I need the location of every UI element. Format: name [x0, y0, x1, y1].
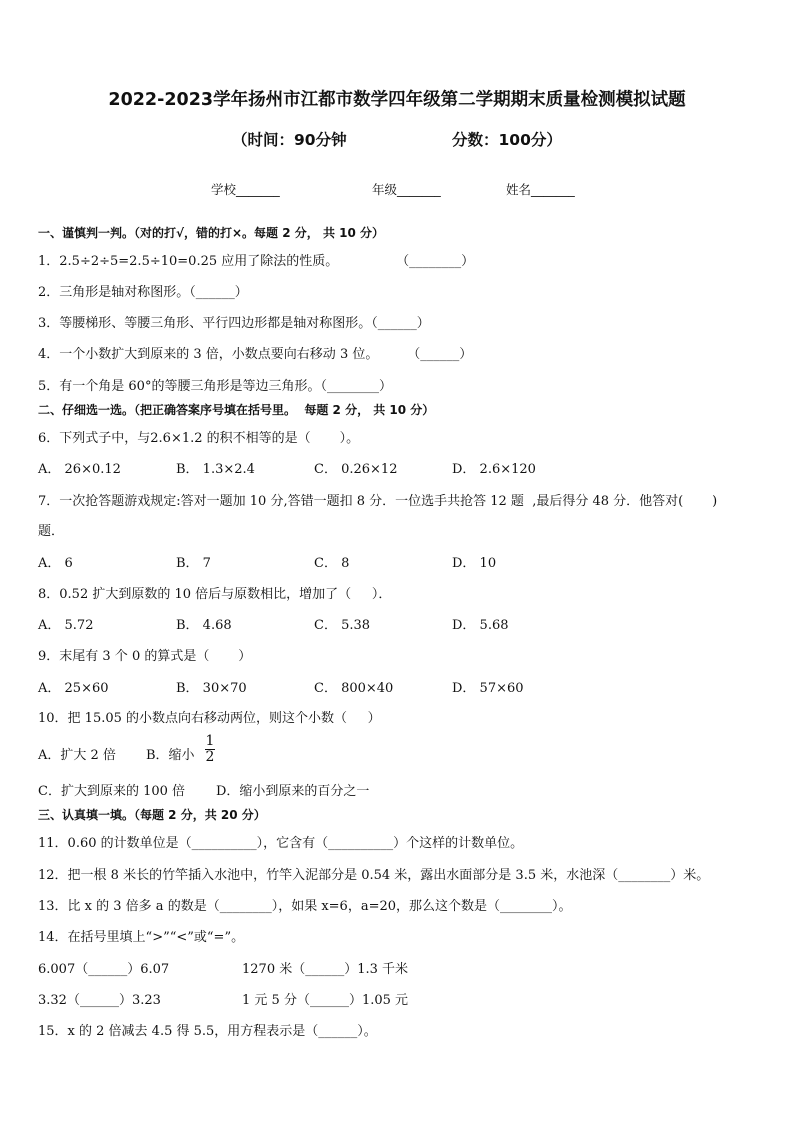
q10-option-b: B．缩小: [146, 748, 195, 763]
school-field: 学校_______: [211, 182, 280, 197]
question-11: 11．0.60 的计数单位是（__________），它含有（__________）个这样的计数单位。: [38, 836, 524, 851]
q10-option-d: D．缩小到原来的百分之一: [216, 784, 370, 799]
q9-option-b: B． 30×70: [176, 681, 247, 696]
q8-option-a: A． 5.72: [38, 618, 94, 633]
exam-time: （时间：90分钟: [232, 131, 347, 149]
q14-row1-left: 6.007（______）6.07: [38, 962, 170, 977]
question-12: 12．把一根 8 米长的竹竿插入水池中，竹竿入泥部分是 0.54 米，露出水面部分是 3.5 米，水池深（________）米。: [38, 868, 710, 883]
question-4: 4．一个小数扩大到原来的 3 倍，小数点要向右移动 3 位。 （______）: [38, 347, 473, 362]
fraction-one-half: [204, 734, 216, 765]
question-6: 6．下列式子中，与2.6×1.2 的积不相等的是（ ）。: [38, 431, 360, 446]
question-9: 9．末尾有 3 个 0 的算式是（ ）: [38, 649, 252, 664]
q9-option-a: A． 25×60: [38, 681, 109, 696]
fraction-denominator: 2: [205, 749, 215, 765]
q6-option-d: D． 2.6×120: [452, 462, 536, 477]
question-8: 8．0.52 扩大到原数的 10 倍后与原数相比，增加了（ ）．: [38, 587, 392, 602]
q8-option-d: D． 5.68: [452, 618, 509, 633]
q6-option-c: C． 0.26×12: [314, 462, 398, 477]
question-1: 1．2.5÷2÷5=2.5÷10=0.25 应用了除法的性质。 （________）: [38, 254, 475, 269]
question-15: 15．x 的 2 倍减去 4.5 得 5.5，用方程表示是（______）。: [38, 1024, 377, 1039]
question-14: 14．在括号里填上“>”“<”或“=”。: [38, 930, 245, 945]
question-13: 13．比 x 的 3 倍多 a 的数是（________），如果 x=6，a=20，那么这个数是（________）。: [38, 899, 572, 914]
page-title: 2022-2023学年扬州市江都市数学四年级第二学期期末质量检测模拟试题: [108, 90, 686, 110]
q14-row2-left: 3.32（______）3.23: [38, 993, 161, 1008]
exam-score: 分数：100分）: [452, 131, 562, 149]
name-field: 姓名_______: [506, 182, 575, 197]
q6-option-a: A． 26×0.12: [38, 462, 121, 477]
q7-option-a: A． 6: [38, 556, 73, 571]
section-1-heading: 一、谨慎判一判。（对的打√，错的打×。每题 2 分， 共 10 分）: [38, 226, 384, 240]
q9-option-d: D． 57×60: [452, 681, 524, 696]
q10-option-a: A．扩大 2 倍: [38, 748, 116, 763]
q6-option-b: B． 1.3×2.4: [176, 462, 255, 477]
question-5: 5．有一个角是 60°的等腰三角形是等边三角形。（________）: [38, 379, 392, 394]
section-3-heading: 三、认真填一填。（每题 2 分，共 20 分）: [38, 808, 266, 822]
q14-row2-right: 1 元 5 分（______）1.05 元: [242, 993, 409, 1008]
question-7: 7．一次抢答题游戏规定:答对一题加 10 分,答错一题扣 8 分．一位选手共抢答 12 题 ,最后得分 48 分．他答对( ): [38, 494, 718, 509]
q14-row1-right: 1270 米（______）1.3 千米: [242, 962, 409, 977]
section-2-heading: 二、仔细选一选。（把正确答案序号填在括号里。 每题 2 分， 共 10 分）: [38, 403, 435, 417]
fraction-numerator: 1: [205, 733, 215, 749]
question-2: 2．三角形是轴对称图形。（______）: [38, 285, 248, 300]
q9-option-c: C． 800×40: [314, 681, 394, 696]
question-7-continued: 题．: [38, 524, 65, 539]
question-3: 3．等腰梯形、等腰三角形、平行四边形都是轴对称图形。（______）: [38, 316, 430, 331]
q7-option-c: C． 8: [314, 556, 350, 571]
q7-option-d: D． 10: [452, 556, 497, 571]
q8-option-b: B． 4.68: [176, 618, 232, 633]
question-10: 10．把 15.05 的小数点向右移动两位，则这个小数（ ）: [38, 711, 381, 726]
grade-field: 年级_______: [372, 182, 441, 197]
q10-option-c: C．扩大到原来的 100 倍: [38, 784, 186, 799]
q7-option-b: B． 7: [176, 556, 211, 571]
q8-option-c: C． 5.38: [314, 618, 371, 633]
